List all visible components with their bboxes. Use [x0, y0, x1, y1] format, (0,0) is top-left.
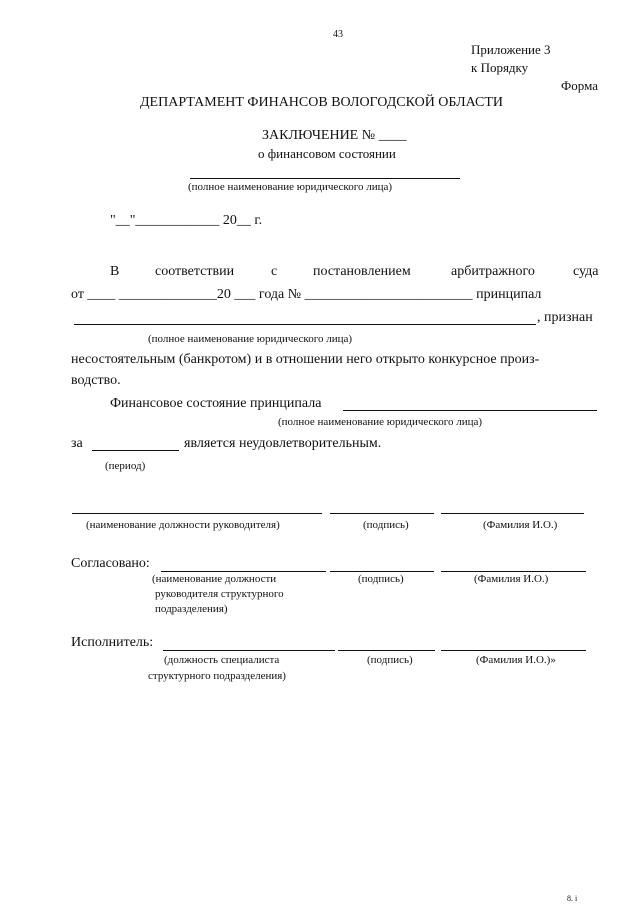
agreed-label: Согласовано:	[71, 556, 150, 571]
p1-line-4: несостоятельным (банкротом) и в отношении него открыто конкурсное произ-	[71, 352, 540, 367]
period-caption: (период)	[105, 460, 146, 472]
agreed-signature-caption: (подпись)	[358, 573, 404, 585]
appendix-line2: к Порядку	[471, 60, 529, 75]
period-line	[92, 450, 179, 451]
p1-line-5: водство.	[71, 373, 121, 388]
entity-name-line	[190, 178, 460, 179]
conclusion-title: ЗАКЛЮЧЕНИЕ № ____	[262, 128, 407, 143]
head-position-line	[72, 513, 322, 514]
date-line: "__"____________ 20__ г.	[110, 213, 263, 228]
executor-signature-caption: (подпись)	[367, 654, 413, 666]
p2-caption: (полное наименование юридического лица)	[278, 416, 483, 428]
agreed-name-line	[441, 571, 586, 572]
agreed-position-caption-3: подразделения)	[155, 603, 228, 615]
head-position-caption: (наименование должности руководителя)	[86, 519, 280, 531]
principal-name-line	[74, 324, 536, 325]
conclusion-subtitle: о финансовом состоянии	[258, 146, 396, 161]
p2-entity-line	[343, 410, 597, 411]
p1-word-6: суда	[573, 264, 599, 279]
executor-position-line	[163, 650, 335, 651]
form-label: Форма	[561, 78, 598, 93]
executor-position-caption-2: структурного подразделения)	[148, 670, 286, 682]
p1-word-1: В	[110, 264, 120, 279]
p1-line-3-end: , признан	[537, 310, 593, 325]
page-number: 43	[333, 29, 343, 40]
agreed-name-caption: (Фамилия И.О.)	[474, 573, 549, 585]
head-name-line	[441, 513, 584, 514]
agreed-position-caption-2: руководителя структурного	[155, 588, 284, 600]
entity-caption: (полное наименование юридического лица)	[188, 181, 393, 193]
agreed-signature-line	[330, 571, 434, 572]
p1-word-5: арбитражного	[451, 264, 535, 279]
executor-name-caption: (Фамилия И.О.)»	[476, 654, 556, 666]
executor-label: Исполнитель:	[71, 635, 154, 650]
executor-name-line	[441, 650, 586, 651]
principal-caption: (полное наименование юридического лица)	[148, 333, 353, 345]
p3-prefix: за	[71, 436, 83, 451]
p1-word-4: постановлением	[313, 264, 411, 279]
executor-signature-line	[338, 650, 435, 651]
appendix-line1: Приложение 3	[471, 42, 551, 57]
footer-mark: 8. i	[567, 894, 578, 903]
p1-line-2: от ____ ______________20 ___ года № ________________________ принципал	[71, 287, 542, 302]
p3-text: является неудовлетворительным.	[184, 436, 382, 451]
executor-position-caption-1: (должность специалиста	[164, 654, 280, 666]
head-signature-caption: (подпись)	[363, 519, 409, 531]
p1-word-2: соответствии	[155, 264, 235, 279]
department-heading: ДЕПАРТАМЕНТ ФИНАНСОВ ВОЛОГОДСКОЙ ОБЛАСТИ	[140, 95, 504, 110]
agreed-position-caption-1: (наименование должности	[152, 573, 277, 585]
agreed-position-line	[161, 571, 326, 572]
head-signature-line	[330, 513, 434, 514]
head-name-caption: (Фамилия И.О.)	[483, 519, 558, 531]
p1-word-3: с	[271, 264, 278, 279]
p2-text: Финансовое состояние принципала	[110, 396, 322, 411]
